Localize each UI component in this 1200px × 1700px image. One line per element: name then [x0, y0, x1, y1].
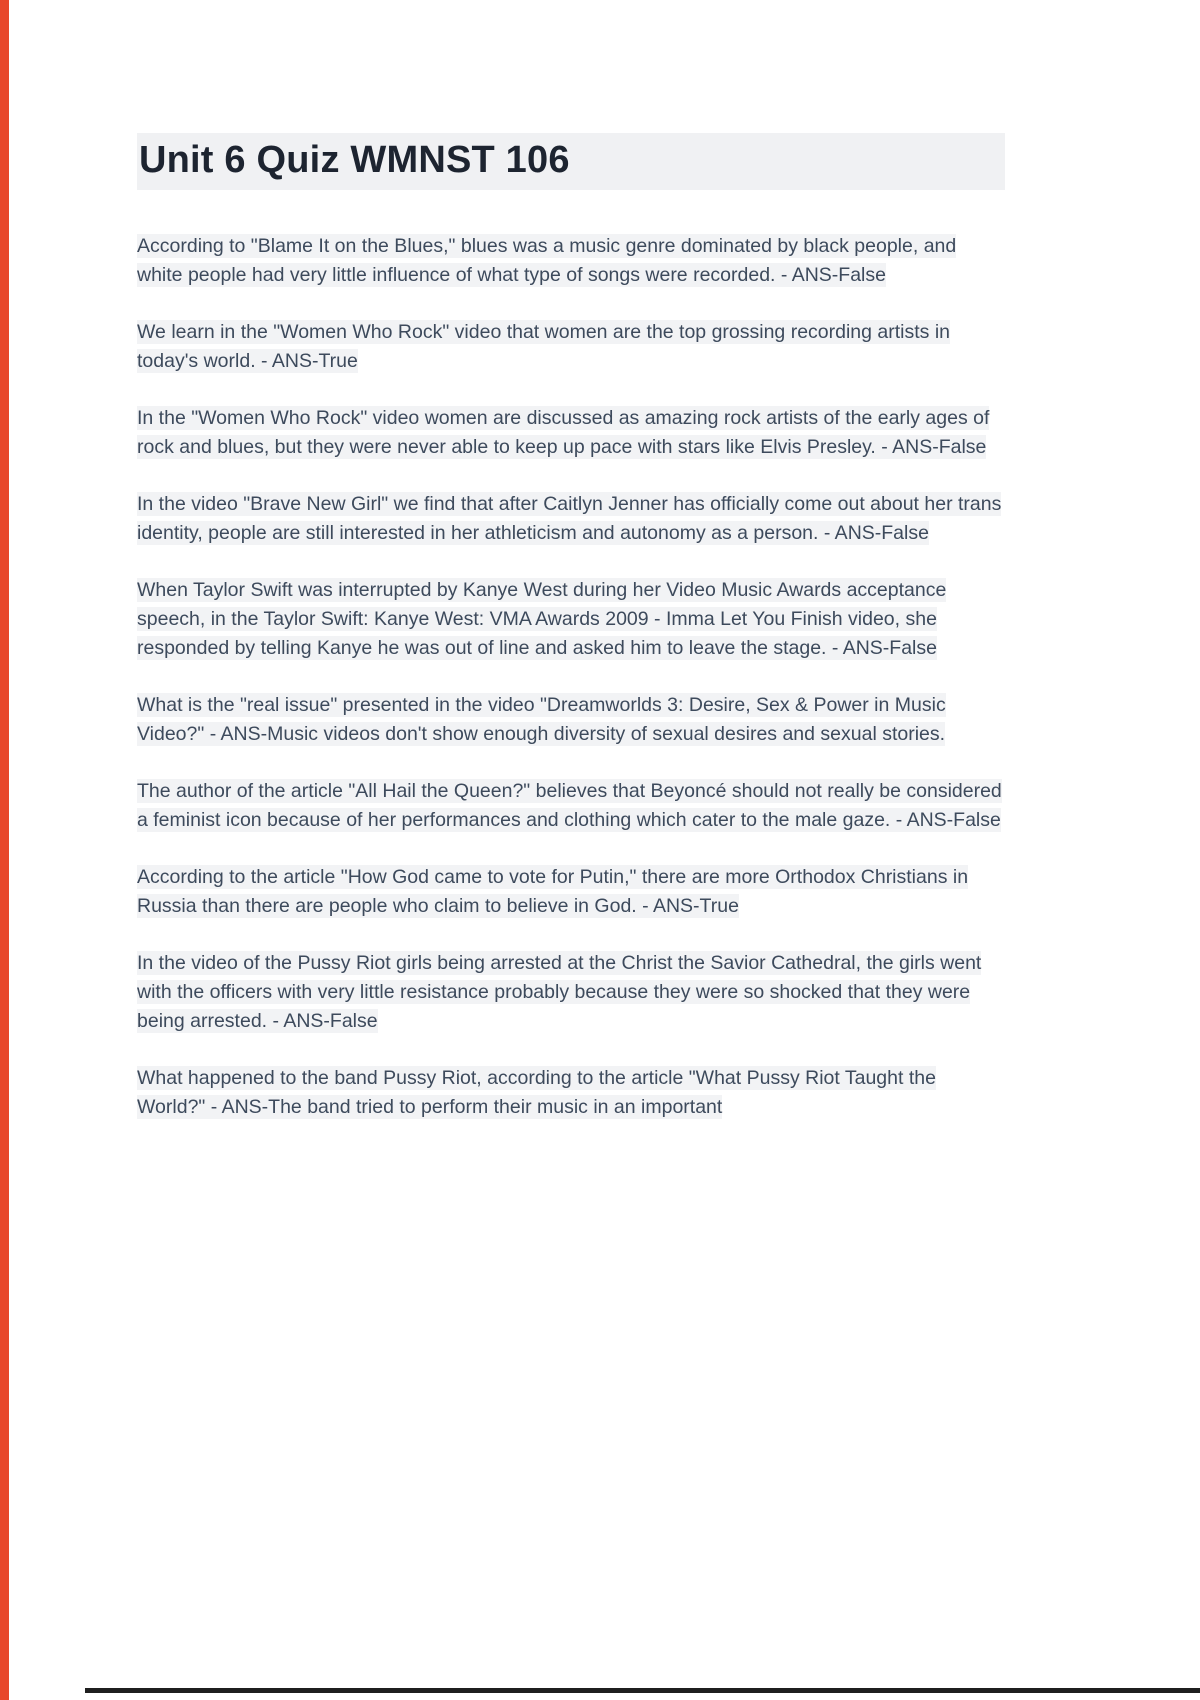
bottom-divider — [85, 1688, 1200, 1693]
quiz-item-text: In the video "Brave New Girl" we find that after Caitlyn Jenner has officially come out about her trans identity, people are still interested in her athleticism and autonomy as a person. - ANS-False — [137, 493, 1002, 544]
quiz-item — [137, 691, 1005, 749]
document-body — [137, 133, 1005, 1150]
quiz-item-text: When Taylor Swift was interrupted by Kanye West during her Video Music Awards acceptance speech, in the Taylor Swift: Kanye West: VMA Awards 2009 - Imma Let You Finish video, she responded by telling Kanye he was out of line and asked him to leave the stage. - ANS-False — [137, 579, 947, 659]
quiz-item-text: What is the "real issue" presented in the video "Dreamworlds 3: Desire, Sex & Power in Music Video?" - ANS-Music videos don't show enough diversity of sexual desires and sexual stories. — [137, 694, 946, 745]
quiz-item — [137, 777, 1005, 835]
quiz-item-text: The author of the article "All Hail the Queen?" believes that Beyoncé should not really be considered a feminist icon because of her performances and clothing which cater to the male gaze. - ANS-False — [137, 780, 1002, 831]
quiz-item — [137, 232, 1005, 290]
quiz-item-text: We learn in the "Women Who Rock" video that women are the top grossing recording artists in today's world. - ANS-True — [137, 321, 951, 372]
quiz-item-text: According to "Blame It on the Blues," blues was a music genre dominated by black people, and white people had very little influence of what type of songs were recorded. - ANS-False — [137, 235, 957, 286]
quiz-item-text: In the "Women Who Rock" video women are discussed as amazing rock artists of the early ages of rock and blues, but they were never able to keep up pace with stars like Elvis Presley. - ANS-False — [137, 407, 990, 458]
quiz-item — [137, 949, 1005, 1036]
left-accent-bar — [0, 0, 9, 1700]
quiz-item — [137, 490, 1005, 548]
quiz-item — [137, 1064, 1005, 1122]
quiz-item-text: What happened to the band Pussy Riot, according to the article "What Pussy Riot Taught the World?" - ANS-The band tried to perform their music in an important — [137, 1067, 936, 1118]
quiz-item — [137, 863, 1005, 921]
quiz-item-text: In the video of the Pussy Riot girls being arrested at the Christ the Savior Cathedral, the girls went with the officers with very little resistance probably because they were so shocked that they were being arrested. - ANS-False — [137, 952, 982, 1032]
page-title: Unit 6 Quiz WMNST 106 — [137, 133, 1005, 190]
quiz-item — [137, 576, 1005, 663]
quiz-item — [137, 404, 1005, 462]
quiz-item-text: According to the article "How God came to vote for Putin," there are more Orthodox Christians in Russia than there are people who claim to believe in God. - ANS-True — [137, 866, 969, 917]
quiz-item — [137, 318, 1005, 376]
